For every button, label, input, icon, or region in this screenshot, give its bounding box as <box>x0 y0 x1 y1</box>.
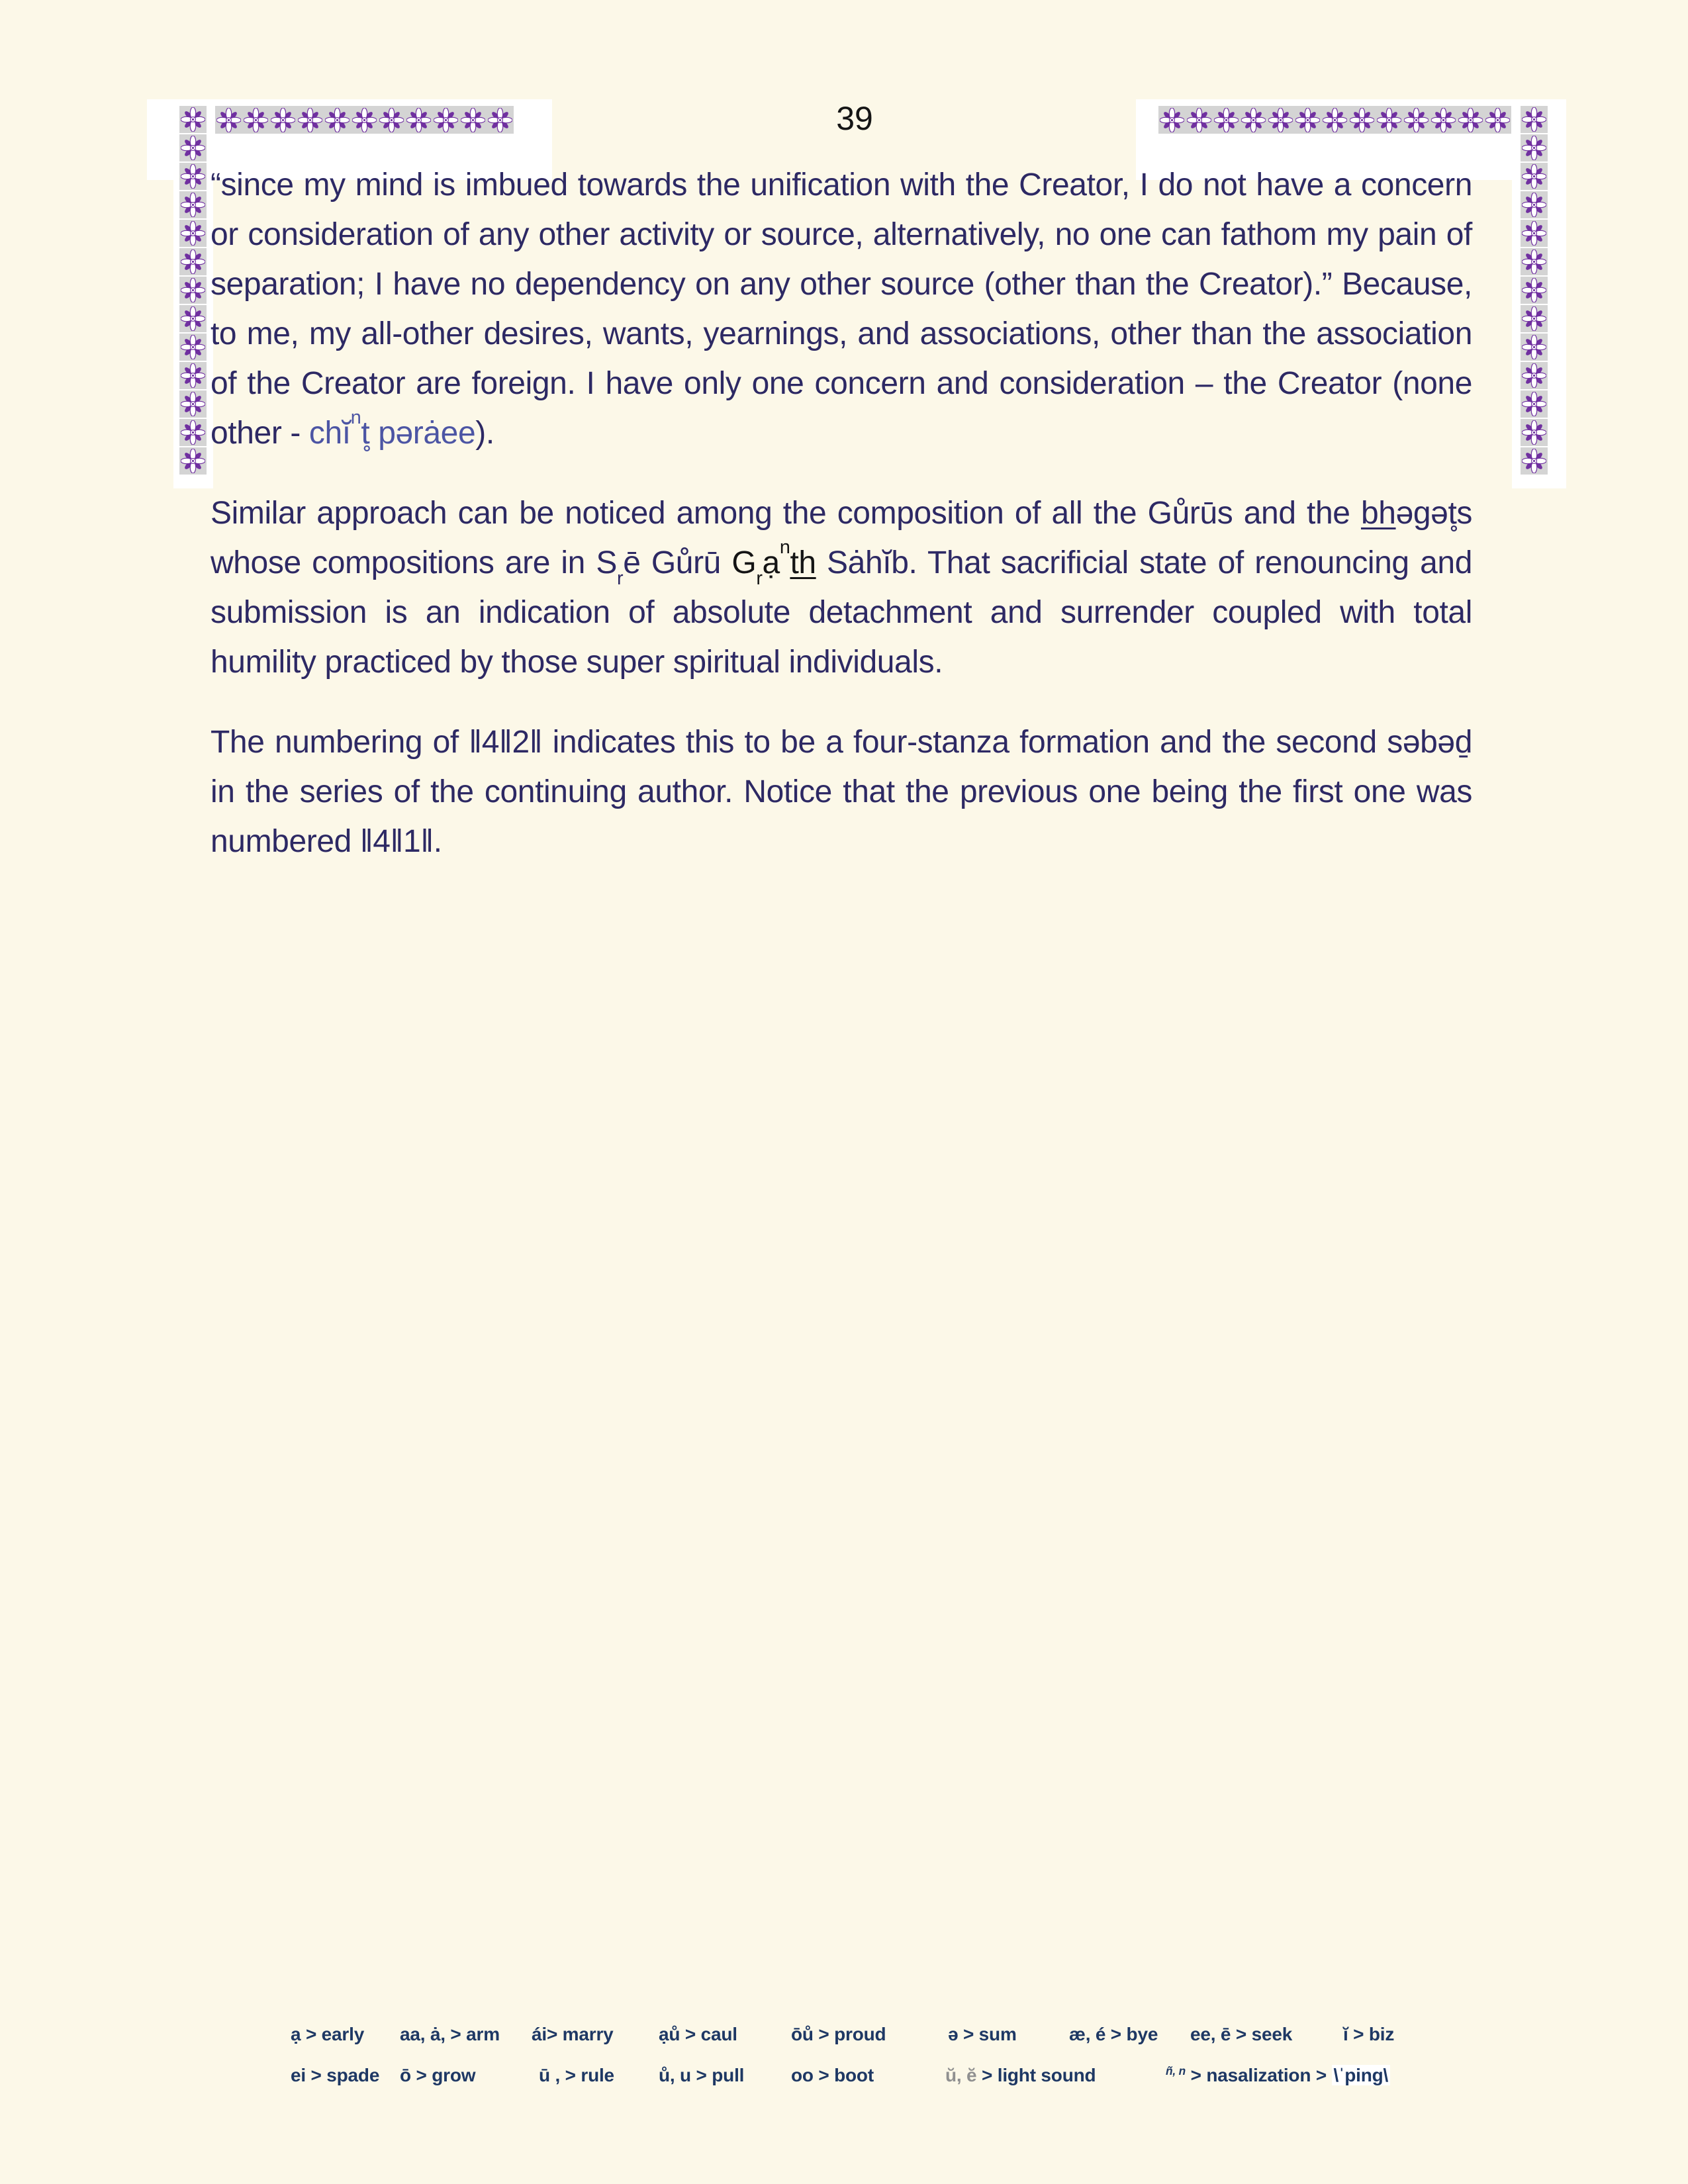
flower-ornament-icon <box>181 136 205 160</box>
ornament-cell <box>179 305 207 332</box>
ornament-cell <box>1430 107 1457 134</box>
ornament-cell <box>179 447 207 475</box>
flower-ornament-icon <box>1522 306 1546 331</box>
flower-ornament-icon <box>181 363 205 388</box>
flower-ornament-icon <box>1485 108 1510 132</box>
pronunciation-key-grow: ō > grow <box>400 2065 476 2085</box>
flower-ornament-icon <box>1404 108 1429 132</box>
flower-ornament-icon <box>1522 193 1546 217</box>
ornament-cell <box>1403 107 1430 134</box>
ornament-cell <box>179 220 207 247</box>
pronunciation-key-caul: ạů > caul <box>659 2024 737 2044</box>
granth-superscript-n: n <box>779 537 790 559</box>
ornament-cell <box>1484 107 1511 134</box>
ornament-cell <box>1521 106 1548 133</box>
right-flower-column <box>1521 106 1548 475</box>
flower-ornament-icon <box>216 108 241 132</box>
flower-ornament-icon <box>1241 108 1266 132</box>
ornament-cell <box>179 163 207 190</box>
ornament-cell <box>242 107 269 134</box>
transliteration-superscript-n: n <box>350 407 361 429</box>
flower-ornament-icon <box>1522 221 1546 246</box>
granth-th-underlined: th <box>790 545 816 580</box>
flower-ornament-icon <box>271 108 295 132</box>
pronunciation-key-pull: ů, u > pull <box>659 2065 745 2085</box>
ornament-cell <box>179 134 207 161</box>
nasalization-label: > nasalization > <box>1186 2065 1332 2085</box>
nasalization-example: \ˈping\ <box>1332 2065 1391 2085</box>
ornament-cell <box>324 107 351 134</box>
flower-ornament-icon <box>181 193 205 217</box>
flower-ornament-icon <box>1323 108 1347 132</box>
light-sound-label: > light sound <box>976 2065 1096 2085</box>
flower-ornament-icon <box>1522 136 1546 160</box>
ornament-cell <box>1457 107 1484 134</box>
flower-ornament-icon <box>1522 335 1546 359</box>
flower-ornament-icon <box>1350 108 1374 132</box>
flower-ornament-icon <box>434 108 458 132</box>
ornament-cell <box>179 106 207 133</box>
left-flower-column <box>179 106 207 475</box>
ornament-cell <box>1521 362 1548 389</box>
ornament-cell <box>297 107 324 134</box>
nasalization-symbols: ñ, n <box>1166 2064 1186 2078</box>
ornament-cell <box>179 248 207 275</box>
ornament-cell <box>1521 334 1548 361</box>
flower-ornament-icon <box>1522 449 1546 473</box>
flower-ornament-icon <box>461 108 485 132</box>
flower-ornament-icon <box>181 221 205 246</box>
ornament-cell <box>1521 447 1548 475</box>
ornament-cell <box>405 107 432 134</box>
quote-close: ). <box>475 416 494 451</box>
flower-ornament-icon <box>1187 108 1211 132</box>
flower-ornament-icon <box>1522 363 1546 388</box>
p3-text: The numbering of ‖4‖2‖ indicates this to be a four-stanza formation and the second səbəḏ in the series of the continuing author. Notice that the previous one being the first one was numbered ‖4‖1‖. <box>211 725 1472 859</box>
pronunciation-key-marry: ái> marry <box>532 2024 614 2044</box>
quote-text: “since my mind is imbued towards the unification with the Creator, I do not have a concern or consideration of any other activity or source, alternatively, no one can fathom my pain of separation; I have no dependency on any other source (other than the Creator).” Because, to me, my all-other desires, wants, yearnings, and associations, other than the association of the Creator are foreign. I have only one concern and consideration – the Creator (none other - <box>211 167 1472 451</box>
flower-ornament-icon <box>244 108 268 132</box>
body-text <box>211 160 1472 897</box>
ornament-cell <box>459 107 487 134</box>
flower-ornament-icon <box>181 164 205 189</box>
ornament-cell <box>1240 107 1267 134</box>
granth-g: G <box>731 545 757 580</box>
ornament-cell <box>432 107 459 134</box>
flower-ornament-icon <box>181 306 205 331</box>
flower-ornament-icon <box>1160 108 1184 132</box>
p2-text: əgət̥s whose compositions are in S <box>211 496 1472 580</box>
top-left-flower-row <box>215 106 514 134</box>
flower-ornament-icon <box>181 392 205 416</box>
flower-ornament-icon <box>352 108 377 132</box>
ornament-cell <box>1521 163 1548 190</box>
flower-ornament-icon <box>1377 108 1401 132</box>
ornament-cell <box>1521 305 1548 332</box>
subscript-r: r <box>616 567 624 589</box>
pronunciation-key-boot: oo > boot <box>791 2065 874 2085</box>
paragraph-quote <box>211 160 1472 458</box>
pronunciation-key-biz: ĭ > biz <box>1343 2024 1395 2044</box>
transliteration-phrase: chĭ <box>308 416 351 451</box>
pronunciation-key-nasalization <box>1166 2065 1390 2086</box>
ornament-cell <box>1521 220 1548 247</box>
granth-word <box>731 537 816 589</box>
flower-ornament-icon <box>1522 250 1546 274</box>
pronunciation-key-spade: ei > spade <box>291 2065 380 2085</box>
flower-ornament-icon <box>325 108 350 132</box>
granth-subscript-r: r <box>756 567 763 589</box>
ornament-cell <box>1213 107 1240 134</box>
paragraph-numbering <box>211 717 1472 866</box>
p2-text: Similar approach can be noticed among the composition of all the Gůrūs and the <box>211 496 1361 531</box>
flower-ornament-icon <box>181 420 205 445</box>
top-right-flower-row <box>1158 106 1511 134</box>
flower-ornament-icon <box>1522 164 1546 189</box>
ornament-cell <box>179 191 207 218</box>
ornament-cell <box>351 107 378 134</box>
flower-ornament-icon <box>1522 278 1546 302</box>
pronunciation-key-proud: ōů > proud <box>791 2024 886 2044</box>
ornament-cell <box>269 107 297 134</box>
ornament-cell <box>1521 419 1548 446</box>
p2-text: Sȧhĭb. That sacrificial state of renouncing and submission is an indication of absolute detachment and surrender coupled with total humility practiced by those super spiritual individuals. <box>211 545 1473 680</box>
ornament-cell <box>1521 390 1548 418</box>
flower-ornament-icon <box>406 108 431 132</box>
pronunciation-key-bye: æ, é > bye <box>1069 2024 1158 2044</box>
ornament-cell <box>1186 107 1213 134</box>
p2-text: ē Gůrū <box>623 545 732 580</box>
ornament-cell <box>487 107 514 134</box>
flower-ornament-icon <box>1458 108 1483 132</box>
pronunciation-key-rule: ū , > rule <box>539 2065 614 2085</box>
bh-underlined: bh <box>1360 496 1396 531</box>
flower-ornament-icon <box>181 278 205 302</box>
ornament-cell <box>1267 107 1294 134</box>
pronunciation-key-sum: ə > sum <box>948 2024 1017 2044</box>
flower-ornament-icon <box>1214 108 1239 132</box>
flower-ornament-icon <box>1522 392 1546 416</box>
granth-a: ạ <box>762 545 780 580</box>
ornament-cell <box>1294 107 1321 134</box>
paragraph-similar-approach <box>211 488 1472 687</box>
flower-ornament-icon <box>181 107 205 132</box>
pronunciation-key-seek: ee, ē > seek <box>1190 2024 1293 2044</box>
flower-ornament-icon <box>1268 108 1293 132</box>
flower-ornament-icon <box>1431 108 1456 132</box>
flower-ornament-icon <box>379 108 404 132</box>
ornament-cell <box>1521 134 1548 161</box>
pronunciation-key-early: ạ > early <box>291 2024 365 2044</box>
flower-ornament-icon <box>181 449 205 473</box>
flower-ornament-icon <box>298 108 322 132</box>
ornament-cell <box>179 334 207 361</box>
ornament-cell <box>1521 248 1548 275</box>
flower-ornament-icon <box>181 335 205 359</box>
ornament-cell <box>1321 107 1348 134</box>
ornament-cell <box>179 277 207 304</box>
ornament-cell <box>1376 107 1403 134</box>
ornament-cell <box>179 390 207 418</box>
pronunciation-key-arm: aa, ȧ, > arm <box>400 2024 500 2044</box>
ornament-cell <box>215 107 242 134</box>
flower-ornament-icon <box>1522 420 1546 445</box>
ornament-cell <box>1348 107 1376 134</box>
ornament-cell <box>1158 107 1186 134</box>
flower-ornament-icon <box>488 108 512 132</box>
ornament-cell <box>378 107 405 134</box>
page-number: 39 <box>836 100 873 137</box>
transliteration-phrase-end: t̥ pərȧee <box>361 416 476 451</box>
ornament-cell <box>179 362 207 389</box>
flower-ornament-icon <box>1522 107 1546 132</box>
ornament-cell <box>1521 191 1548 218</box>
flower-ornament-icon <box>181 250 205 274</box>
flower-ornament-icon <box>1295 108 1320 132</box>
pronunciation-key-light-sound <box>945 2065 1096 2086</box>
ornament-cell <box>1521 277 1548 304</box>
ornament-cell <box>179 419 207 446</box>
light-sound-symbols: ŭ, ĕ <box>945 2065 977 2085</box>
